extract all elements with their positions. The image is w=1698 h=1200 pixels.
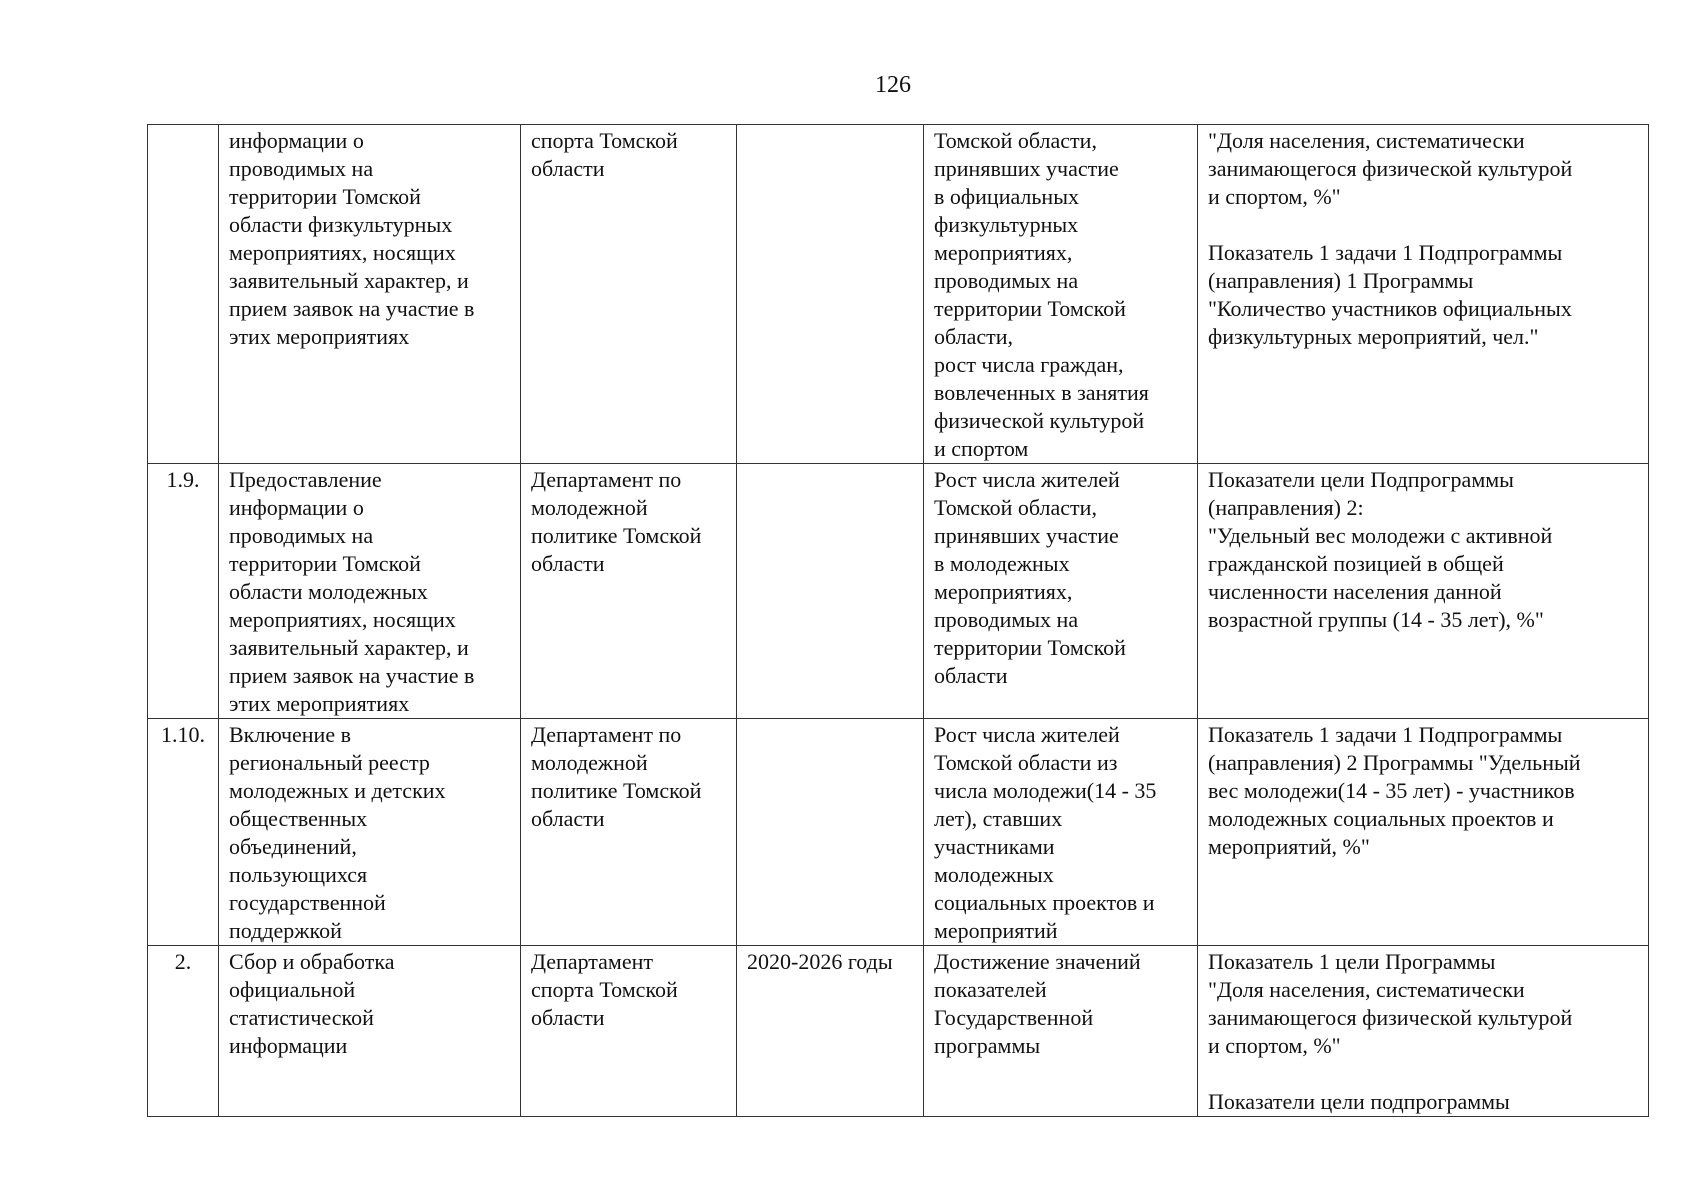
indicators-cell: [1198, 464, 1649, 719]
table-row: [148, 464, 1649, 719]
table-row: [148, 719, 1649, 946]
cell-text-line: спорта Томской: [531, 977, 678, 1002]
cell-text-line: территории Томской: [229, 184, 421, 209]
cell-text-line: Показатели цели Подпрограммы: [1208, 467, 1514, 492]
cell-text-line: территории Томской: [934, 296, 1126, 321]
cell-text-line: и спортом, %": [1208, 1033, 1341, 1058]
cell-text-line: области молодежных: [229, 579, 428, 604]
cell-text-line: региональный реестр: [229, 750, 430, 775]
cell-text-line: и спортом, %": [1208, 184, 1341, 209]
cell-text-line: занимающегося физической культурой: [1208, 156, 1573, 181]
cell-text-line: статистической: [229, 1005, 374, 1030]
period-cell: [737, 946, 924, 1117]
cell-text-line: Сбор и обработка: [229, 949, 395, 974]
cell-text-line: Рост числа жителей: [934, 722, 1120, 747]
cell-text-line: молодежных: [934, 862, 1054, 887]
cell-text-line: "Удельный вес молодежи с активной: [1208, 523, 1553, 548]
cell-text-line: проводимых на: [229, 156, 374, 181]
cell-text-line: официальной: [229, 977, 356, 1002]
cell-text-line: возрастной группы (14 - 35 лет), %": [1208, 607, 1544, 632]
cell-text-line: занимающегося физической культурой: [1208, 1005, 1573, 1030]
cell-text-line: области: [531, 551, 605, 576]
cell-text-line: Департамент: [531, 949, 654, 974]
cell-text-line: заявительный характер, и: [229, 268, 469, 293]
cell-text-line: этих мероприятиях: [229, 324, 410, 349]
cell-text-line: Показатель 1 задачи 1 Подпрограммы: [1208, 722, 1563, 747]
cell-text-line: (направления) 1 Программы: [1208, 268, 1474, 293]
cell-text-line: поддержкой: [229, 918, 342, 943]
responsible-cell: [521, 946, 737, 1117]
cell-text-line: проводимых на: [934, 607, 1079, 632]
responsible-cell: [521, 719, 737, 946]
cell-text-line: информации: [229, 1033, 348, 1058]
cell-text-line: мероприятий, %": [1208, 834, 1370, 859]
result-cell: [924, 464, 1198, 719]
cell-text-line: 2020-2026 годы: [747, 949, 893, 974]
result-cell: [924, 719, 1198, 946]
action-cell: [219, 464, 521, 719]
cell-text-line: Рост числа жителей: [934, 467, 1120, 492]
cell-text-line: проводимых на: [229, 523, 374, 548]
result-cell: [924, 946, 1198, 1117]
cell-text-line: "Количество участников официальных: [1208, 296, 1572, 321]
responsible-cell: [521, 125, 737, 464]
cell-text-line: этих мероприятиях: [229, 691, 410, 716]
cell-text-line: Томской области из: [934, 750, 1118, 775]
indicators-cell: [1198, 719, 1649, 946]
cell-text-line: (направления) 2 Программы "Удельный: [1208, 750, 1581, 775]
cell-text-line: физкультурных мероприятий, чел.": [1208, 324, 1539, 349]
cell-text-line: Включение в: [229, 722, 351, 747]
cell-text-line: Томской области,: [934, 495, 1097, 520]
table-row: [148, 125, 1649, 464]
cell-text-line: молодежных социальных проектов и: [1208, 806, 1554, 831]
cell-text-line: информации о: [229, 495, 364, 520]
indicators-cell: [1198, 125, 1649, 464]
cell-text-line: участниками: [934, 834, 1055, 859]
cell-text-line: Показатель 1 цели Программы: [1208, 949, 1496, 974]
cell-text-line: программы: [934, 1033, 1041, 1058]
cell-text-line: Департамент по: [531, 467, 682, 492]
table-row: [148, 946, 1649, 1117]
cell-text-line: числа молодежи(14 - 35: [934, 778, 1157, 803]
period-cell: [737, 719, 924, 946]
cell-text-line: территории Томской: [229, 551, 421, 576]
cell-text-line: мероприятиях,: [934, 240, 1073, 265]
cell-text-line: вес молодежи(14 - 35 лет) - участников: [1208, 778, 1575, 803]
row-number-cell: [148, 125, 219, 464]
cell-text-line: лет), ставших: [934, 806, 1063, 831]
cell-text-line: Государственной: [934, 1005, 1094, 1030]
cell-text-line: принявших участие: [934, 156, 1119, 181]
cell-text-line: мероприятиях, носящих: [229, 607, 456, 632]
cell-text-line: социальных проектов и: [934, 890, 1155, 915]
cell-text-line: молодежной: [531, 750, 648, 775]
row-number-cell: 1.9.: [148, 464, 219, 719]
cell-gap: [1208, 1060, 1638, 1088]
cell-text-line: мероприятиях,: [934, 579, 1073, 604]
cell-text-line: области: [531, 806, 605, 831]
action-cell: [219, 946, 521, 1117]
cell-text-line: общественных: [229, 806, 368, 831]
responsible-cell: [521, 464, 737, 719]
cell-text-line: государственной: [229, 890, 386, 915]
cell-text-line: Департамент по: [531, 722, 682, 747]
cell-text-line: спорта Томской: [531, 128, 678, 153]
cell-text-line: Предоставление: [229, 467, 382, 492]
cell-text-line: области: [531, 156, 605, 181]
result-cell: [924, 125, 1198, 464]
cell-gap: [1208, 211, 1638, 239]
cell-text-line: вовлеченных в занятия: [934, 380, 1149, 405]
action-cell: [219, 719, 521, 946]
cell-text-line: "Доля населения, систематически: [1208, 128, 1525, 153]
cell-text-line: рост числа граждан,: [934, 352, 1124, 377]
cell-text-line: Достижение значений: [934, 949, 1141, 974]
cell-text-line: прием заявок на участие в: [229, 663, 475, 688]
period-cell: [737, 464, 924, 719]
cell-text-line: Томской области,: [934, 128, 1097, 153]
cell-text-line: политике Томской: [531, 523, 702, 548]
cell-text-line: "Доля населения, систематически: [1208, 977, 1525, 1002]
cell-text-line: (направления) 2:: [1208, 495, 1364, 520]
period-cell: [737, 125, 924, 464]
cell-text-line: в молодежных: [934, 551, 1070, 576]
cell-text-line: физической культурой: [934, 408, 1145, 433]
cell-text-line: проводимых на: [934, 268, 1079, 293]
row-number-cell: 1.10.: [148, 719, 219, 946]
cell-text-line: и спортом: [934, 436, 1029, 461]
cell-text-line: молодежных и детских: [229, 778, 446, 803]
cell-text-line: гражданской позицией в общей: [1208, 551, 1504, 576]
table-body: [148, 125, 1649, 1117]
cell-text-line: численности населения данной: [1208, 579, 1502, 604]
indicators-cell: [1198, 946, 1649, 1117]
cell-text-line: области физкультурных: [229, 212, 453, 237]
cell-text-line: Показатели цели подпрограммы: [1208, 1089, 1510, 1114]
cell-text-line: области: [934, 663, 1008, 688]
cell-text-line: информации о: [229, 128, 364, 153]
cell-text-line: физкультурных: [934, 212, 1079, 237]
cell-text-line: мероприятий: [934, 918, 1058, 943]
cell-text-line: заявительный характер, и: [229, 635, 469, 660]
cell-text-line: показателей: [934, 977, 1047, 1002]
cell-text-line: мероприятиях, носящих: [229, 240, 456, 265]
cell-text-line: Показатель 1 задачи 1 Подпрограммы: [1208, 240, 1563, 265]
cell-text-line: политике Томской: [531, 778, 702, 803]
page-number: 126: [875, 72, 911, 98]
cell-text-line: пользующихся: [229, 862, 368, 887]
measures-table: [147, 124, 1649, 1117]
row-number-cell: 2.: [148, 946, 219, 1117]
cell-text-line: принявших участие: [934, 523, 1119, 548]
cell-text-line: молодежной: [531, 495, 648, 520]
cell-text-line: области,: [934, 324, 1014, 349]
cell-text-line: объединений,: [229, 834, 357, 859]
cell-text-line: в официальных: [934, 184, 1079, 209]
action-cell: [219, 125, 521, 464]
cell-text-line: прием заявок на участие в: [229, 296, 475, 321]
cell-text-line: территории Томской: [934, 635, 1126, 660]
cell-text-line: области: [531, 1005, 605, 1030]
